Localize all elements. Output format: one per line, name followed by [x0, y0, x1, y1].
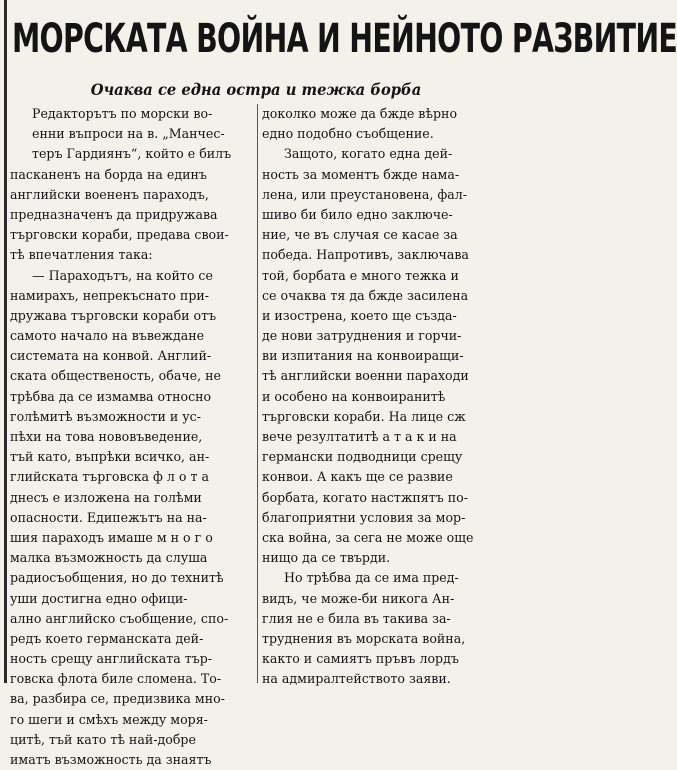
text-line: говска флота биле сломена. То- — [10, 671, 222, 687]
text-line: благоприятни условия за мор- — [262, 509, 466, 525]
text-line: видъ, че може-би никога Ан- — [262, 590, 455, 606]
text-line: той, борбата е много тежка и — [262, 267, 459, 283]
article-headline: МОРСКАТА ВОЙНА И НЕЙНОТО РАЗВИТИЕ — [12, 16, 677, 62]
text-line: де нови затруднения и горчи- — [262, 328, 462, 344]
text-line: доколко може да бжде вѣрно — [262, 106, 458, 121]
text-line: иматъ възможность да знаятъ — [10, 752, 212, 767]
text-line: шиво би било едно заключе- — [262, 206, 453, 222]
text-line: тѣ английски военни параходи — [262, 368, 469, 384]
text-line: пѣхи на това нововъведение, — [10, 429, 203, 444]
text-line: труднения въ морската война, — [262, 630, 466, 646]
text-line: и изострена, което ще създа- — [262, 307, 457, 323]
text-line: глийската търговска ф л о т а — [10, 469, 209, 485]
text-line: търговски кораби, предава свои- — [10, 227, 229, 243]
text-line: се очаква тя да бжде засилена — [262, 287, 469, 303]
text-line: нищо да се твърди. — [262, 550, 391, 566]
text-line: глия не е била въ такива за- — [262, 610, 451, 626]
text-line: трѣбва да се измамва относно — [10, 388, 212, 404]
text-line: намирахъ, непрекъснато при- — [10, 287, 210, 303]
text-line: дружава търговски кораби отъ — [10, 307, 217, 323]
text-line: редъ което германската дей- — [10, 630, 204, 646]
text-line: голѣмитѣ възможности и ус- — [10, 408, 201, 424]
text-line: Редакторътъ по морски во- — [32, 106, 213, 121]
text-line: ность срещу английската тър- — [10, 651, 213, 667]
text-line: търговски кораби. На лице сж — [262, 408, 466, 424]
right-text-column — [262, 104, 508, 689]
text-line: ность за моментъ бжде нама- — [262, 166, 460, 182]
text-line: ската общественость, обаче, не — [10, 368, 221, 384]
text-line: ние, че въ случая се касае за — [262, 227, 458, 243]
text-line: тъй като, въпрѣки всичко, ан- — [10, 449, 210, 465]
text-line: системата на конвой. Англий- — [10, 348, 212, 364]
text-line: лена, или преустановена, фал- — [262, 186, 468, 202]
text-line: вече резултатитѣ а т а к и на — [262, 429, 457, 444]
text-line: го шеги и смѣхъ между моря- — [10, 711, 208, 727]
text-line: Но трѣбва да се има пред- — [284, 570, 459, 586]
text-line: германски подводници срещу — [262, 449, 463, 465]
text-line: днесъ е изложена на голѣми — [10, 489, 202, 505]
text-line: — Параходътъ, на който се — [32, 267, 213, 283]
text-line: теръ Гардиянъ“, който е билъ — [32, 146, 232, 162]
text-line: ва, разбира се, предизвика мно- — [10, 691, 225, 707]
text-line: победа. Напротивъ, заключава — [262, 247, 469, 263]
text-line: и особено на конвоиранитѣ — [262, 388, 446, 404]
text-line: едно подобно съобщение. — [262, 126, 434, 142]
text-line: шия параходъ имаше м н о г о — [10, 529, 213, 545]
text-line: борбата, когато настжпятъ по- — [262, 489, 468, 505]
left-text-column — [10, 104, 254, 770]
text-line: цитѣ, тъй като тѣ най-добре — [10, 731, 196, 747]
text-line: ска война, за сега не може още — [262, 529, 474, 545]
column-divider — [257, 104, 258, 683]
page-edge-rule — [4, 0, 7, 683]
text-line: уши достигна едно офици- — [10, 590, 188, 606]
text-line: самото начало на въвеждане — [10, 328, 205, 344]
text-line: ално английско съобщение, спо- — [10, 610, 229, 626]
text-line: на адмиралтейството заяви. — [262, 671, 451, 687]
text-line: Защото, когато една дей- — [284, 146, 453, 162]
text-line: както и самиятъ пръвъ лордъ — [262, 651, 459, 667]
text-line: енни въпроси на в. „Манчес- — [32, 126, 225, 142]
text-line: английски воененъ параходъ, — [10, 186, 209, 202]
text-line: тѣ впечатления така: — [10, 247, 153, 263]
text-line: малка възможность да слуша — [10, 550, 208, 566]
text-line: предназначенъ да придружава — [10, 206, 218, 222]
article-subheadline: Очаква се една остра и тежка борба — [90, 80, 422, 99]
text-line: радиосъобщения, но до технитѣ — [10, 570, 224, 586]
text-line: конвои. А какъ ще се развие — [262, 469, 453, 485]
text-line: опасности. Едипежътъ на на- — [10, 509, 207, 525]
text-line: пасканенъ на борда на единъ — [10, 166, 207, 182]
text-line: ви изпитания на конвоиращи- — [262, 348, 464, 364]
